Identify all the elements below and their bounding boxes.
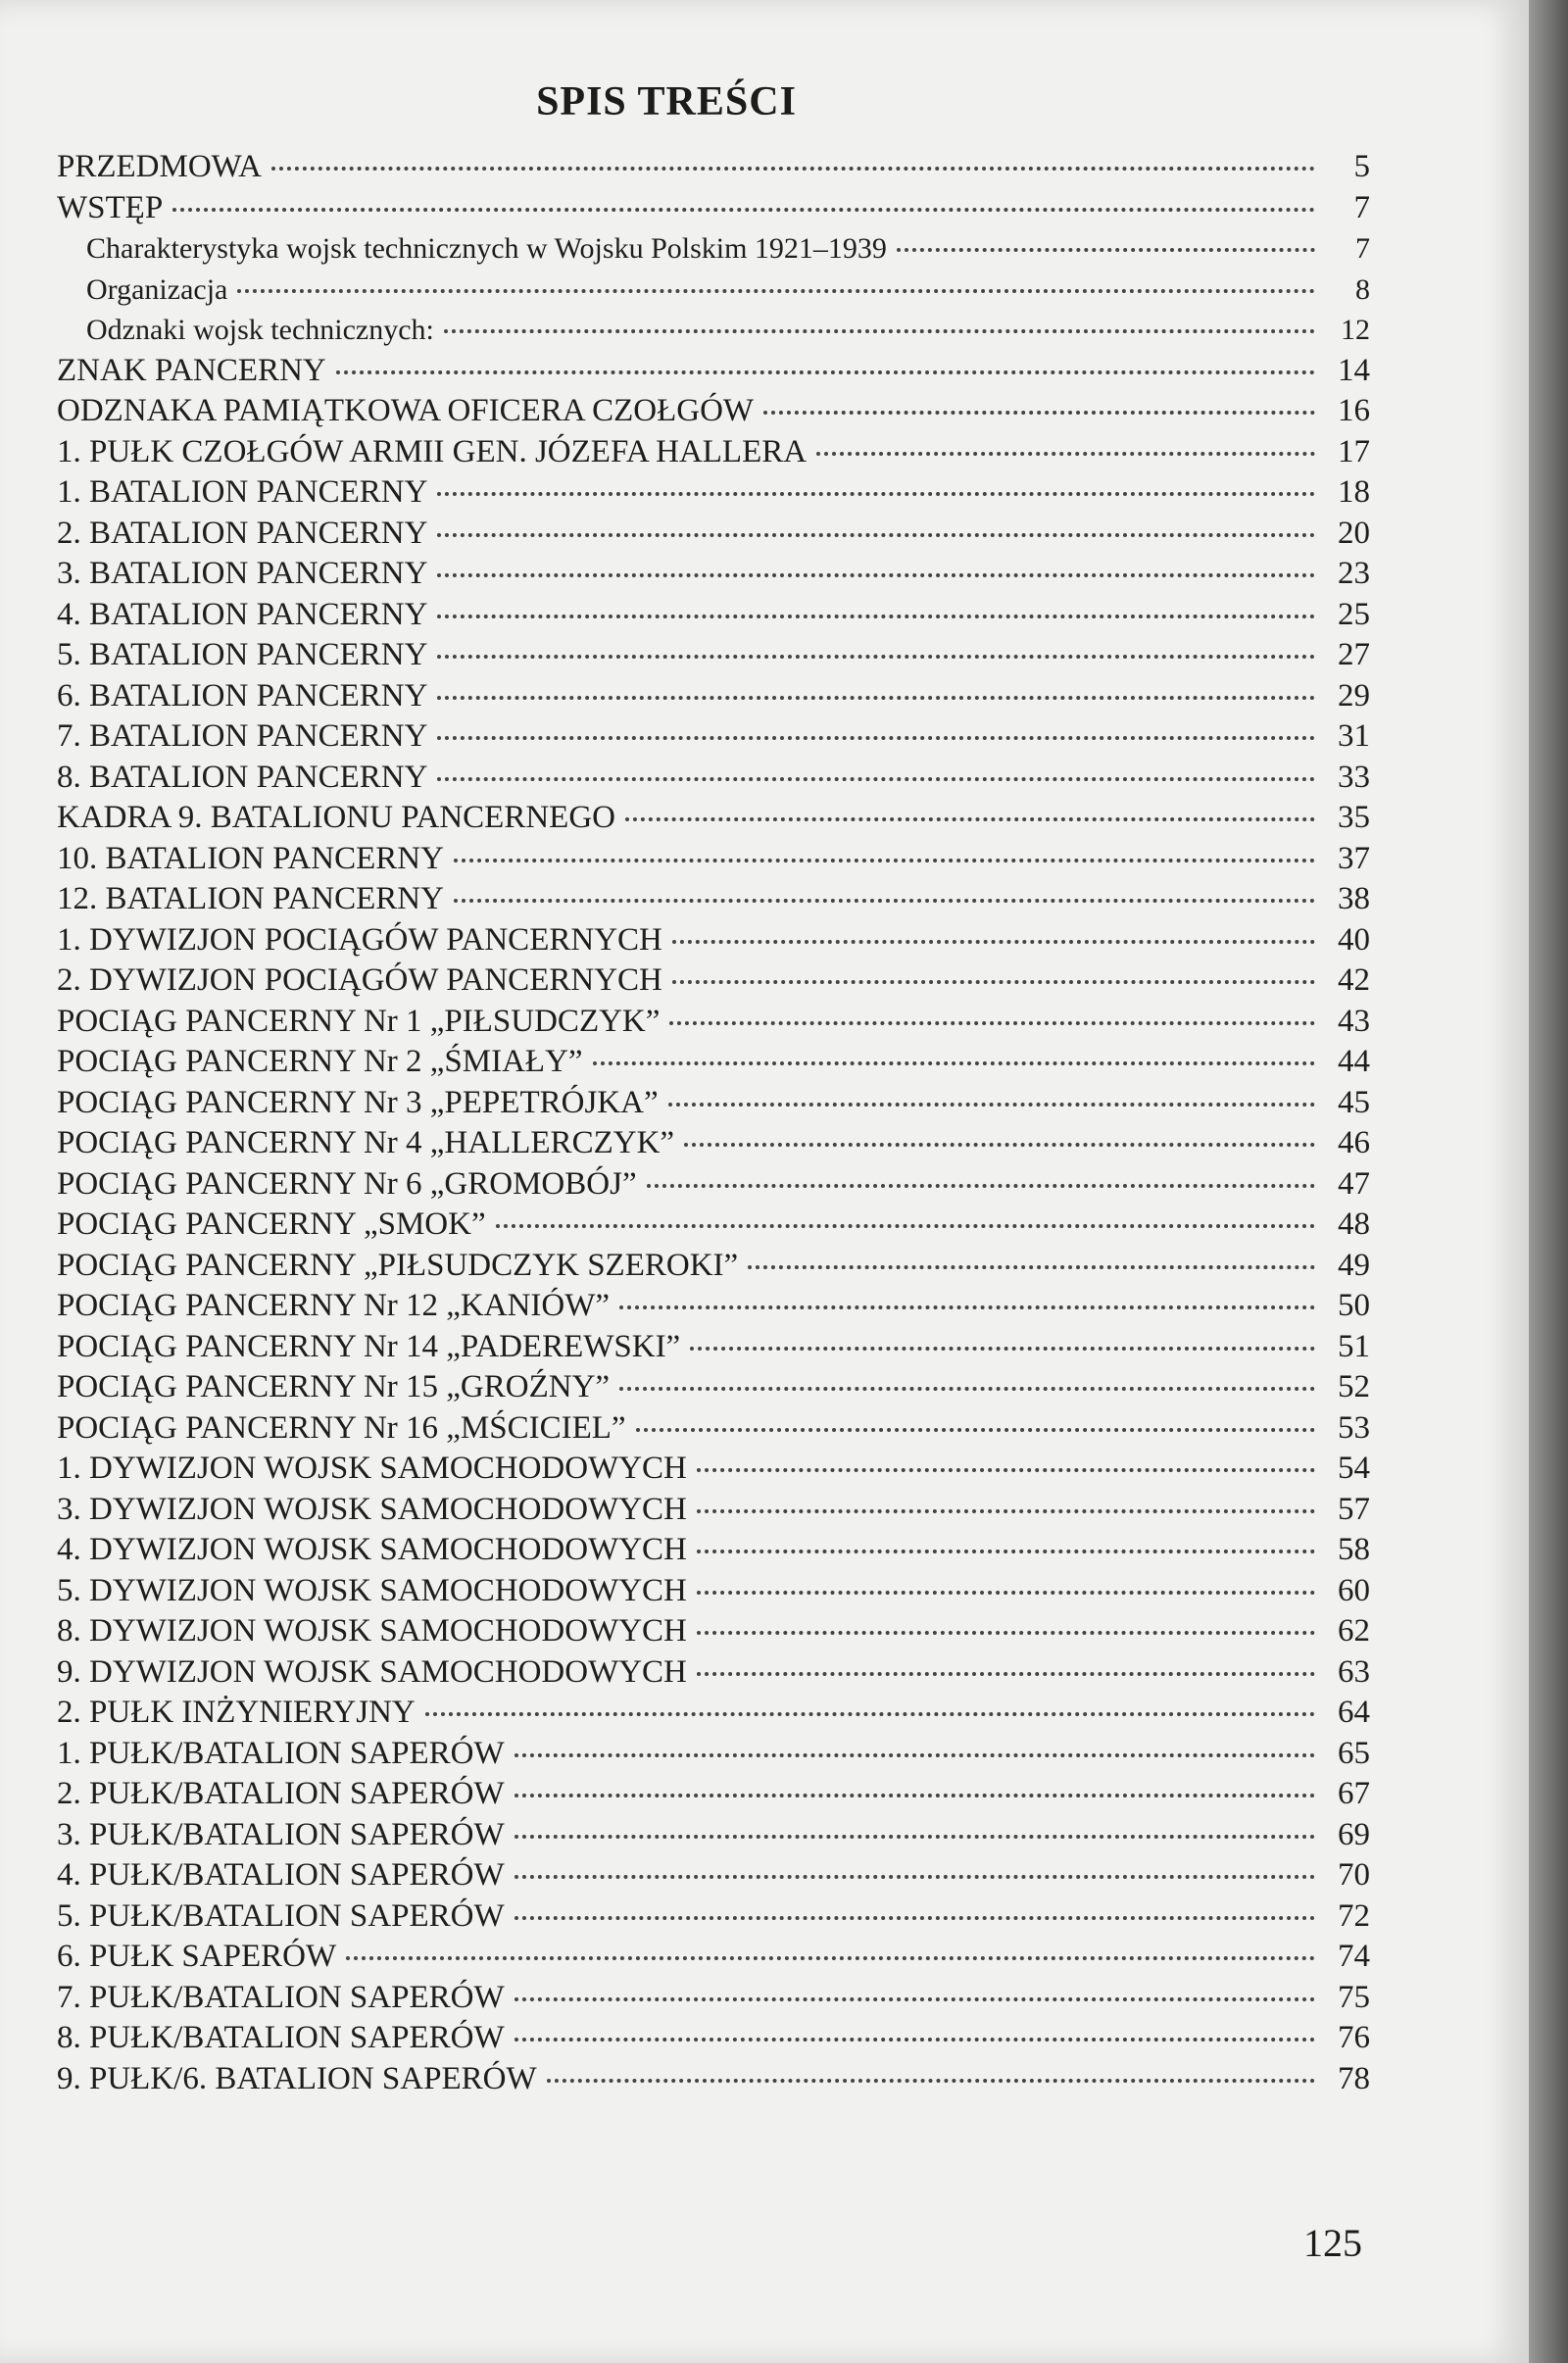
- toc-entry-title: Organizacja: [86, 272, 228, 306]
- dot-leader: [625, 816, 1315, 821]
- dot-leader: [437, 614, 1315, 618]
- toc-entry-title: 1. DYWIZJON WOJSK SAMOCHODOWYCH: [57, 1451, 687, 1486]
- toc-entry: [57, 2059, 1370, 2100]
- toc-entry-page: 16: [1338, 393, 1370, 428]
- dot-leader: [437, 776, 1315, 781]
- toc-entry: [57, 1490, 1370, 1531]
- toc-entry: [57, 1083, 1370, 1124]
- toc-entry-title: 6. BATALION PANCERNY: [57, 677, 428, 714]
- toc-entry-page: 50: [1338, 1288, 1370, 1323]
- toc-entry: [57, 1123, 1370, 1164]
- dot-leader: [514, 1834, 1315, 1839]
- toc-entry-title: 4. BATALION PANCERNY: [57, 596, 428, 632]
- toc-entry-title: 8. BATALION PANCERNY: [57, 759, 428, 795]
- toc-entry-page: 65: [1338, 1735, 1370, 1771]
- toc-entry: [57, 1327, 1370, 1368]
- toc-entry: [57, 1367, 1370, 1408]
- toc-entry-title: 3. DYWIZJON WOJSK SAMOCHODOWYCH: [57, 1491, 687, 1527]
- toc-entry: [57, 1774, 1370, 1815]
- toc-entry-page: 5: [1353, 149, 1370, 184]
- dot-leader: [454, 898, 1315, 903]
- toc-entry-title: 12. BATALION PANCERNY: [57, 881, 444, 916]
- dot-leader: [437, 654, 1315, 659]
- toc-entry-page: 33: [1338, 759, 1370, 795]
- toc-entry-page: 54: [1338, 1451, 1370, 1486]
- dot-leader: [636, 1427, 1315, 1432]
- toc-entry-title: 5. DYWIZJON WOJSK SAMOCHODOWYCH: [57, 1572, 687, 1608]
- toc-entry: [57, 635, 1370, 676]
- dot-leader: [425, 1711, 1315, 1716]
- dot-leader: [897, 247, 1315, 252]
- toc-entry-title: 3. PUŁK/BATALION SAPERÓW: [57, 1816, 505, 1852]
- toc-entry-title: POCIĄG PANCERNY Nr 6 „GROMOBÓJ”: [57, 1165, 637, 1202]
- toc-entry: [57, 514, 1370, 555]
- dot-leader: [668, 1102, 1315, 1107]
- toc-entry-page: 45: [1338, 1084, 1370, 1120]
- toc-entry-title: POCIĄG PANCERNY Nr 2 „ŚMIAŁY”: [57, 1044, 583, 1079]
- toc-entry: [57, 472, 1370, 514]
- toc-entry: [57, 310, 1370, 351]
- toc-entry: [57, 1205, 1370, 1246]
- toc-entry: [57, 188, 1370, 229]
- toc-entry: [57, 839, 1370, 880]
- page-title: SPIS TREŚCI: [536, 79, 797, 124]
- toc-entry-title: 2. PUŁK/BATALION SAPERÓW: [57, 1776, 505, 1811]
- toc-entry-title: 2. DYWIZJON POCIĄGÓW PANCERNYCH: [57, 962, 662, 998]
- toc-entry-page: 35: [1338, 800, 1370, 835]
- toc-entry-page: 8: [1355, 272, 1370, 306]
- toc-entry-page: 31: [1338, 718, 1370, 754]
- toc-entry-title: 9. DYWIZJON WOJSK SAMOCHODOWYCH: [57, 1653, 687, 1690]
- toc-entry-title: POCIĄG PANCERNY Nr 1 „PIŁSUDCZYK”: [57, 1003, 661, 1039]
- toc-entry: [57, 1164, 1370, 1206]
- toc-entry: [57, 716, 1370, 758]
- toc-entry-title: 4. PUŁK/BATALION SAPERÓW: [57, 1857, 505, 1893]
- toc-entry-page: 62: [1338, 1613, 1370, 1649]
- toc-entry-title: 3. BATALION PANCERNY: [57, 556, 428, 591]
- toc-entry-page: 58: [1338, 1532, 1370, 1567]
- dot-leader: [672, 939, 1315, 944]
- toc-entry: [57, 1246, 1370, 1287]
- toc-entry-title: Odznaki wojsk technicznych:: [86, 314, 434, 346]
- toc-entry-page: 72: [1338, 1897, 1370, 1934]
- toc-entry-page: 23: [1338, 556, 1370, 591]
- dot-leader: [496, 1223, 1315, 1228]
- toc-entry-title: POCIĄG PANCERNY Nr 4 „HALLERCZYK”: [57, 1125, 675, 1160]
- toc-entry-title: WSTĘP: [57, 189, 164, 225]
- toc-entry-title: POCIĄG PANCERNY Nr 12 „KANIÓW”: [57, 1288, 611, 1323]
- toc-entry: [57, 1530, 1370, 1571]
- toc-entry-page: 17: [1338, 433, 1370, 469]
- toc-entry: [57, 676, 1370, 717]
- dot-leader: [437, 572, 1315, 577]
- toc-entry: [57, 960, 1370, 1002]
- toc-entry-title: 10. BATALION PANCERNY: [57, 840, 444, 876]
- toc-entry: [57, 798, 1370, 839]
- toc-entry-page: 52: [1338, 1369, 1370, 1404]
- dot-leader: [437, 532, 1315, 537]
- dot-leader: [748, 1264, 1315, 1269]
- toc-entry: [57, 554, 1370, 595]
- dot-leader: [690, 1346, 1315, 1351]
- toc-entry-page: 49: [1338, 1247, 1370, 1283]
- dot-leader: [697, 1467, 1315, 1472]
- toc-entry-title: POCIĄG PANCERNY Nr 16 „MŚCICIEL”: [57, 1409, 626, 1446]
- dot-leader: [514, 1752, 1315, 1757]
- toc-entry: [57, 432, 1370, 473]
- dot-leader: [816, 451, 1315, 456]
- toc-entry-title: 8. PUŁK/BATALION SAPERÓW: [57, 2020, 505, 2055]
- toc-entry-page: 75: [1338, 1979, 1370, 2015]
- toc-entry-page: 60: [1338, 1572, 1370, 1608]
- toc-entry-page: 40: [1338, 921, 1370, 958]
- dot-leader: [697, 1508, 1315, 1513]
- toc-entry-page: 48: [1338, 1206, 1370, 1242]
- toc-entry: [57, 879, 1370, 920]
- dot-leader: [697, 1630, 1315, 1635]
- toc-entry-page: 18: [1338, 474, 1370, 510]
- toc-entry-page: 29: [1338, 677, 1370, 714]
- toc-entry: [57, 1408, 1370, 1450]
- toc-entry-title: 1. PUŁK/BATALION SAPERÓW: [57, 1735, 505, 1771]
- toc-entry-title: 7. PUŁK/BATALION SAPERÓW: [57, 1979, 505, 2015]
- toc-entry-page: 53: [1338, 1409, 1370, 1446]
- dot-leader: [763, 410, 1315, 415]
- toc-entry: [57, 270, 1370, 311]
- toc-entry-page: 7: [1355, 232, 1370, 265]
- toc-entry-title: KADRA 9. BATALIONU PANCERNEGO: [57, 800, 616, 835]
- toc-entry: [57, 1815, 1370, 1856]
- toc-entry-page: 74: [1338, 1939, 1370, 1974]
- toc-entry-page: 69: [1338, 1816, 1370, 1852]
- toc-entry-title: POCIĄG PANCERNY Nr 15 „GROŹNY”: [57, 1369, 611, 1404]
- toc-entry: [57, 1286, 1370, 1327]
- dot-leader: [271, 166, 1315, 171]
- toc-entry-title: 5. BATALION PANCERNY: [57, 637, 428, 672]
- toc-entry-title: 5. PUŁK/BATALION SAPERÓW: [57, 1897, 505, 1934]
- toc-entry: [57, 920, 1370, 961]
- toc-entry-title: POCIĄG PANCERNY Nr 3 „PEPETRÓJKA”: [57, 1084, 659, 1120]
- dot-leader: [619, 1386, 1315, 1391]
- toc-entry-title: POCIĄG PANCERNY „PIŁSUDCZYK SZEROKI”: [57, 1247, 739, 1283]
- dot-leader: [697, 1590, 1315, 1595]
- dot-leader: [454, 858, 1315, 862]
- toc-entry-title: POCIĄG PANCERNY „SMOK”: [57, 1206, 486, 1242]
- toc-entry-page: 70: [1338, 1857, 1370, 1893]
- dot-leader: [437, 491, 1315, 496]
- toc-entry-page: 42: [1338, 962, 1370, 998]
- toc-entry-page: 78: [1338, 2060, 1370, 2096]
- toc-entry-page: 47: [1338, 1165, 1370, 1202]
- dot-leader: [672, 979, 1315, 984]
- toc-entry: [57, 1896, 1370, 1938]
- toc-entry-title: 1. DYWIZJON POCIĄGÓW PANCERNYCH: [57, 921, 662, 958]
- table-of-contents: [57, 147, 1370, 2099]
- dot-leader: [437, 695, 1315, 700]
- toc-entry: [57, 1652, 1370, 1694]
- toc-entry-title: 9. PUŁK/6. BATALION SAPERÓW: [57, 2060, 537, 2096]
- toc-entry-page: 7: [1353, 189, 1370, 225]
- dot-leader: [697, 1549, 1315, 1553]
- dot-leader: [172, 207, 1315, 212]
- dot-leader: [237, 288, 1315, 293]
- toc-entry-page: 20: [1338, 515, 1370, 551]
- toc-entry: [57, 2018, 1370, 2059]
- toc-entry: [57, 1449, 1370, 1490]
- toc-entry: [57, 1937, 1370, 1978]
- toc-entry: [57, 391, 1370, 432]
- page-number: 125: [1303, 2221, 1362, 2265]
- toc-entry-page: 43: [1338, 1003, 1370, 1039]
- toc-entry-page: 12: [1341, 314, 1370, 346]
- toc-entry-page: 38: [1338, 881, 1370, 916]
- dot-leader: [514, 1874, 1315, 1879]
- toc-entry: [57, 351, 1370, 392]
- dot-leader: [514, 1915, 1315, 1920]
- toc-entry-page: 46: [1338, 1125, 1370, 1160]
- toc-entry-title: ODZNAKA PAMIĄTKOWA OFICERA CZOŁGÓW: [57, 393, 755, 428]
- toc-entry-page: 14: [1338, 352, 1370, 388]
- toc-entry: [57, 1978, 1370, 2019]
- toc-entry-title: PRZEDMOWA: [57, 149, 263, 184]
- toc-entry: [57, 1734, 1370, 1775]
- toc-entry-page: 76: [1338, 2020, 1370, 2055]
- toc-entry-title: 2. PUŁK INŻYNIERYJNY: [57, 1695, 416, 1730]
- toc-entry-title: ZNAK PANCERNY: [57, 352, 326, 388]
- toc-entry-title: Charakterystyka wojsk technicznych w Wojsku Polskim 1921–1939: [86, 232, 887, 265]
- toc-entry-title: 1. BATALION PANCERNY: [57, 474, 428, 510]
- toc-entry-title: 1. PUŁK CZOŁGÓW ARMII GEN. JÓZEFA HALLERA: [57, 433, 808, 469]
- dot-leader: [684, 1142, 1315, 1147]
- dot-leader: [514, 2037, 1315, 2042]
- toc-entry-page: 64: [1338, 1695, 1370, 1730]
- toc-entry: [57, 595, 1370, 636]
- toc-entry: [57, 147, 1370, 188]
- toc-entry-page: 51: [1338, 1328, 1370, 1364]
- toc-entry-page: 25: [1338, 596, 1370, 632]
- toc-entry-page: 44: [1338, 1044, 1370, 1079]
- toc-entry: [57, 228, 1370, 270]
- dot-leader: [336, 369, 1315, 374]
- adjacent-page-edge: [1529, 0, 1568, 2363]
- toc-entry-title: 8. DYWIZJON WOJSK SAMOCHODOWYCH: [57, 1613, 687, 1649]
- dot-leader: [669, 1020, 1315, 1025]
- toc-entry-page: 37: [1338, 840, 1370, 876]
- dot-leader: [514, 1996, 1315, 2001]
- dot-leader: [547, 2078, 1315, 2083]
- dot-leader: [444, 328, 1315, 333]
- toc-entry: [57, 1693, 1370, 1734]
- toc-entry-page: 63: [1338, 1653, 1370, 1690]
- dot-leader: [346, 1955, 1315, 1960]
- dot-leader: [514, 1793, 1315, 1797]
- toc-entry-page: 27: [1338, 637, 1370, 672]
- toc-entry: [57, 1611, 1370, 1652]
- dot-leader: [619, 1305, 1315, 1309]
- toc-entry-title: 7. BATALION PANCERNY: [57, 718, 428, 754]
- dot-leader: [647, 1183, 1315, 1188]
- toc-entry: [57, 758, 1370, 799]
- toc-entry-title: 6. PUŁK SAPERÓW: [57, 1939, 337, 1974]
- toc-entry-title: 4. DYWIZJON WOJSK SAMOCHODOWYCH: [57, 1532, 687, 1567]
- toc-entry-page: 67: [1338, 1776, 1370, 1811]
- toc-entry: [57, 1002, 1370, 1043]
- toc-entry: [57, 1855, 1370, 1896]
- toc-entry-page: 57: [1338, 1491, 1370, 1527]
- dot-leader: [593, 1060, 1315, 1065]
- toc-entry-title: 2. BATALION PANCERNY: [57, 515, 428, 551]
- toc-entry: [57, 1042, 1370, 1083]
- dot-leader: [697, 1671, 1315, 1676]
- toc-entry: [57, 1571, 1370, 1612]
- toc-entry-title: POCIĄG PANCERNY Nr 14 „PADEREWSKI”: [57, 1328, 681, 1364]
- dot-leader: [437, 735, 1315, 740]
